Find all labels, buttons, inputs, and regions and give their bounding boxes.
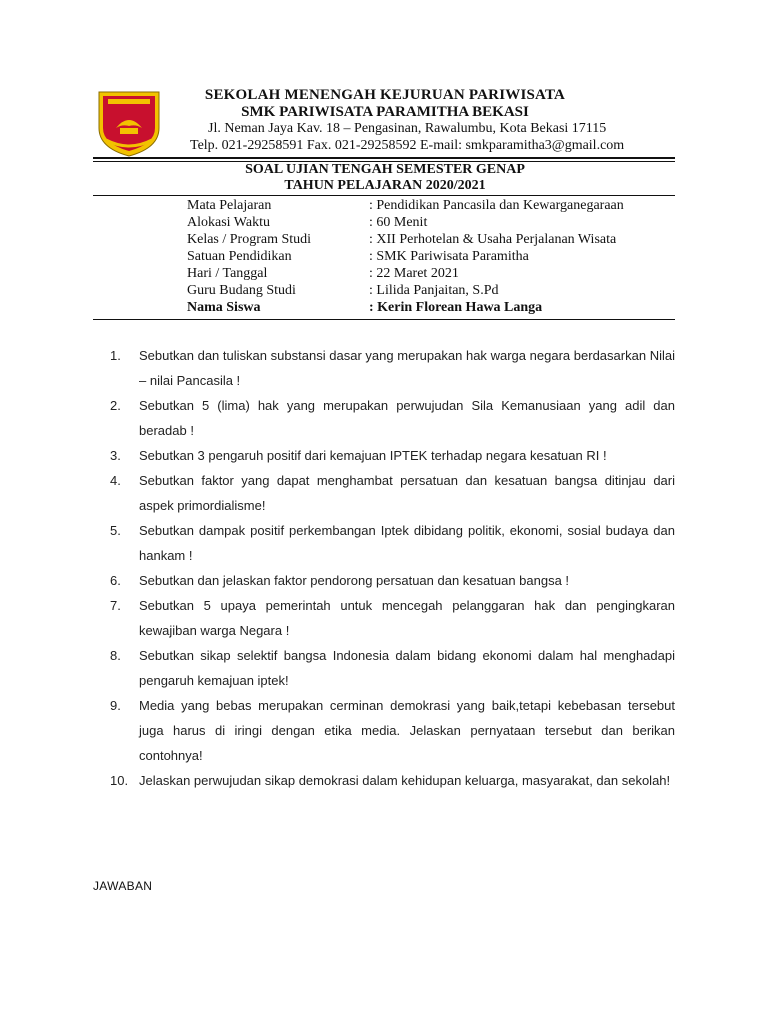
exam-year: TAHUN PELAJARAN 2020/2021: [284, 178, 486, 193]
question-text: Sebutkan faktor yang dapat menghambat persatuan dan kesatuan bangsa ditinjau dari aspek primordialisme!: [139, 473, 675, 513]
header-divider-thick: [93, 157, 675, 159]
school-short-name: SMK PARIWISATA PARAMITHA BEKASI: [241, 104, 529, 120]
question-list: [110, 343, 675, 793]
question-text: Sebutkan 5 (lima) hak yang merupakan perwujudan Sila Kemanusiaan yang adil dan beradab !: [139, 398, 675, 438]
info-label: Nama Siswa: [187, 300, 261, 315]
info-value: : XII Perhotelan & Usaha Perjalanan Wisata: [369, 232, 617, 247]
question-number: 8.: [110, 648, 121, 663]
school-contact: Telp. 021-29258591 Fax. 021-29258592 E-mail: smkparamitha3@gmail.com: [190, 138, 625, 153]
question-item: [110, 343, 675, 393]
exam-title: SOAL UJIAN TENGAH SEMESTER GENAP: [245, 162, 525, 177]
question-text: Sebutkan 3 pengaruh positif dari kemajuan IPTEK terhadap negara kesatuan RI !: [139, 448, 607, 463]
question-text: Media yang bebas merupakan cerminan demokrasi yang baik,tetapi kebebasan tersebut juga harus di iringi dengan etika media. Jelaskan pernyataan tersebut dan berikan contohnya!: [139, 698, 675, 763]
info-label: Mata Pelajaran: [187, 198, 272, 213]
question-number: 7.: [110, 598, 121, 613]
question-item: [110, 443, 675, 468]
info-label: Alokasi Waktu: [187, 215, 270, 230]
question-item: [110, 768, 675, 793]
question-item: [110, 693, 675, 768]
info-label: Hari / Tanggal: [187, 266, 268, 281]
info-label: Kelas / Program Studi: [187, 232, 312, 247]
info-divider-bottom: [93, 319, 675, 320]
info-label: Satuan Pendidikan: [187, 249, 292, 264]
question-item: [110, 593, 675, 643]
question-item: [110, 518, 675, 568]
answer-heading: JAWABAN: [93, 879, 153, 893]
info-value: : Pendidikan Pancasila dan Kewarganegaraan: [369, 198, 624, 213]
school-logo: [96, 88, 162, 158]
question-text: Sebutkan dan tuliskan substansi dasar yang merupakan hak warga negara berdasarkan Nilai – nilai Pancasila !: [139, 348, 675, 388]
info-label: Guru Budang Studi: [187, 283, 296, 298]
question-number: 4.: [110, 473, 121, 488]
school-name: SEKOLAH MENENGAH KEJURUAN PARIWISATA: [204, 87, 566, 103]
question-text: Sebutkan 5 upaya pemerintah untuk mencegah pelanggaran hak dan pengingkaran kewajiban warga Negara !: [139, 598, 675, 638]
question-number: 5.: [110, 523, 121, 538]
school-address: Jl. Neman Jaya Kav. 18 – Pengasinan, Rawalumbu, Kota Bekasi 17115: [208, 121, 607, 136]
info-value: : Kerin Florean Hawa Langa: [369, 300, 543, 315]
question-item: [110, 393, 675, 443]
question-text: Sebutkan sikap selektif bangsa Indonesia dalam bidang ekonomi dalam hal menghadapi pengaruh kemajuan iptek!: [139, 648, 675, 688]
question-number: 6.: [110, 573, 121, 588]
question-text: Sebutkan dampak positif perkembangan Iptek dibidang politik, ekonomi, sosial budaya dan hankam !: [139, 523, 675, 563]
info-value: : SMK Pariwisata Paramitha: [369, 249, 529, 264]
question-item: [110, 568, 675, 593]
info-value: : 22 Maret 2021: [369, 266, 459, 281]
info-divider-top: [93, 195, 675, 196]
question-text: Jelaskan perwujudan sikap demokrasi dalam kehidupan keluarga, masyarakat, dan sekolah!: [139, 773, 671, 788]
question-number: 10.: [110, 773, 129, 788]
question-text: Sebutkan dan jelaskan faktor pendorong persatuan dan kesatuan bangsa !: [139, 573, 570, 588]
info-value: : 60 Menit: [369, 215, 428, 230]
question-number: 3.: [110, 448, 121, 463]
info-value: : Lilida Panjaitan, S.Pd: [369, 283, 499, 298]
question-number: 1.: [110, 348, 121, 363]
question-item: [110, 468, 675, 518]
question-number: 2.: [110, 398, 121, 413]
question-number: 9.: [110, 698, 121, 713]
question-item: [110, 643, 675, 693]
